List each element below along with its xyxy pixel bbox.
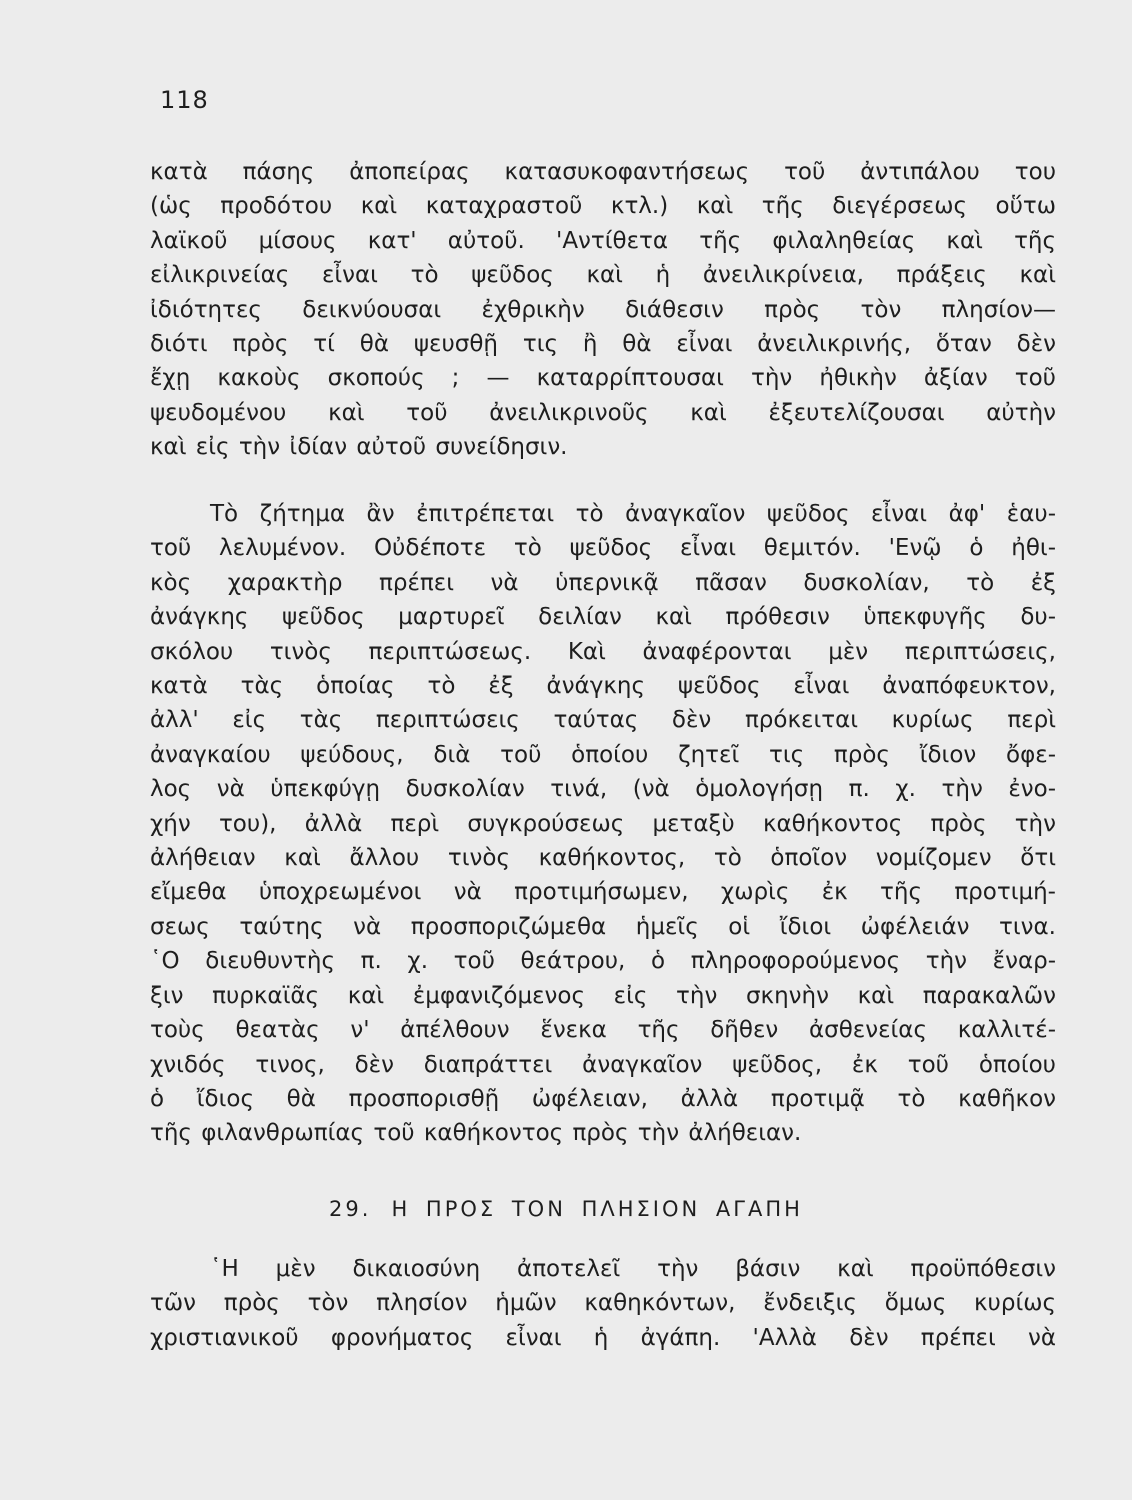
text-line: τῆς φιλανθρωπίας τοῦ καθήκοντος πρὸς τὴν ἀλήθειαν. xyxy=(150,1120,802,1147)
text-line: χήν του), ἀλλὰ περὶ συγκρούσεως μεταξὺ καθήκοντος πρὸς τὴν xyxy=(150,810,1056,837)
paragraph-1 xyxy=(150,155,1056,465)
section-paragraph xyxy=(150,1252,1056,1355)
text-line: Τὸ ζήτημα ἂν ἐπιτρέπεται τὸ ἀναγκαῖον ψεῦδος εἶναι ἀφ' ἑαυ- xyxy=(210,501,1056,527)
text-line: τῶν πρὸς τὸν πλησίον ἡμῶν καθηκόντων, ἔνδειξις ὅμως κυρίως xyxy=(150,1290,1056,1317)
text-line: κατὰ πάσης ἀποπείρας κατασυκοφαντήσεως τοῦ ἀντιπάλου του xyxy=(150,159,1056,185)
text-line: χνιδός τινος, δὲν διαπράττει ἀναγκαῖον ψεῦδος, ἐκ τοῦ ὁποίου xyxy=(150,1051,1056,1078)
text-line: λος νὰ ὑπεκφύγῃ δυσκολίαν τινά, (νὰ ὁμολογήσῃ π. χ. τὴν ἐνο- xyxy=(150,776,1056,803)
text-line: ῾Η μὲν δικαιοσύνη ἀποτελεῖ τὴν βάσιν καὶ προϋπόθεσιν xyxy=(210,1256,1056,1282)
text-line: ἀλλ' εἰς τὰς περιπτώσεις ταύτας δὲν πρόκειται κυρίως περὶ xyxy=(150,707,1056,734)
text-line: ξιν πυρκαϊᾶς καὶ ἐμφανιζόμενος εἰς τὴν σκηνὴν καὶ παρακαλῶν xyxy=(150,982,1056,1009)
section-title: Η ΠΡΟΣ ΤΟΝ ΠΛΗΣΙΟΝ ΑΓΑΠΗ xyxy=(391,1197,803,1221)
text-line: εἰλικρινείας εἶναι τὸ ψεῦδος καὶ ἡ ἀνειλικρίνεια, πράξεις καὶ xyxy=(150,262,1056,289)
text-line: ῾Ο διευθυντὴς π. χ. τοῦ θεάτρου, ὁ πληροφορούμενος τὴν ἔναρ- xyxy=(150,948,1056,975)
text-line: ψευδομένου καὶ τοῦ ἀνειλικρινοῦς καὶ ἐξευτελίζουσαι αὐτὴν xyxy=(150,399,1056,426)
text-line: εἴμεθα ὑποχρεωμένοι νὰ προτιμήσωμεν, χωρὶς ἐκ τῆς προτιμή- xyxy=(150,879,1056,906)
section-number: 29. xyxy=(329,1197,372,1221)
text-line: σκόλου τινὸς περιπτώσεως. Καὶ ἀναφέρονται μὲν περιπτώσεις, xyxy=(150,638,1056,665)
text-line: τοῦ λελυμένον. Οὐδέποτε τὸ ψεῦδος εἶναι θεμιτόν. 'Ενῷ ὁ ἠθι- xyxy=(150,535,1056,562)
text-line: (ὡς προδότου καὶ καταχραστοῦ κτλ.) καὶ τῆς διεγέρσεως οὕτω xyxy=(150,193,1056,220)
text-line: τοὺς θεατὰς ν' ἀπέλθουν ἕνεκα τῆς δῆθεν ἀσθενείας καλλιτέ- xyxy=(150,1017,1056,1044)
text-line: λαϊκοῦ μίσους κατ' αὐτοῦ. 'Αντίθετα τῆς φιλαληθείας καὶ τῆς xyxy=(150,227,1056,254)
text-line: ἀνάγκης ψεῦδος μαρτυρεῖ δειλίαν καὶ πρόθεσιν ὑπεκφυγῆς δυ- xyxy=(150,604,1056,631)
text-line: κατὰ τὰς ὁποίας τὸ ἐξ ἀνάγκης ψεῦδος εἶναι ἀναπόφευκτον, xyxy=(150,673,1056,700)
text-line: ὁ ἴδιος θὰ προσπορισθῇ ὠφέλειαν, ἀλλὰ προτιμᾷ τὸ καθῆκον xyxy=(150,1085,1056,1112)
text-line: ἀναγκαίου ψεύδους, διὰ τοῦ ὁποίου ζητεῖ τις πρὸς ἴδιον ὄφε- xyxy=(150,741,1056,768)
text-line: σεως ταύτης νὰ προσποριζώμεθα ἡμεῖς οἱ ἴδιοι ὠφέλειάν τινα. xyxy=(150,913,1056,940)
paragraph-2 xyxy=(150,497,1056,1151)
text-line: ἀλήθειαν καὶ ἄλλου τινὸς καθήκοντος, τὸ ὁποῖον νομίζομεν ὅτι xyxy=(150,845,1056,872)
text-line: ἔχῃ κακοὺς σκοπούς ; — καταρρίπτουσαι τὴν ἠθικὴν ἀξίαν τοῦ xyxy=(150,365,1056,392)
text-line: διότι πρὸς τί θὰ ψευσθῇ τις ἢ θὰ εἶναι ἀνειλικρινής, ὅταν δὲν xyxy=(150,331,1056,358)
text-line: κὸς χαρακτὴρ πρέπει νὰ ὑπερνικᾷ πᾶσαν δυσκολίαν, τὸ ἐξ xyxy=(150,569,1056,596)
text-line: χριστιανικοῦ φρονήματος εἶναι ἡ ἀγάπη. 'Αλλὰ δὲν πρέπει νὰ xyxy=(150,1324,1056,1351)
page-number: 118 xyxy=(160,86,209,114)
section-heading xyxy=(0,1197,1132,1221)
text-line: καὶ εἰς τὴν ἰδίαν αὐτοῦ συνείδησιν. xyxy=(150,434,568,461)
text-line: ἰδιότητες δεικνύουσαι ἐχθρικὴν διάθεσιν πρὸς τὸν πλησίον— xyxy=(150,296,1056,323)
